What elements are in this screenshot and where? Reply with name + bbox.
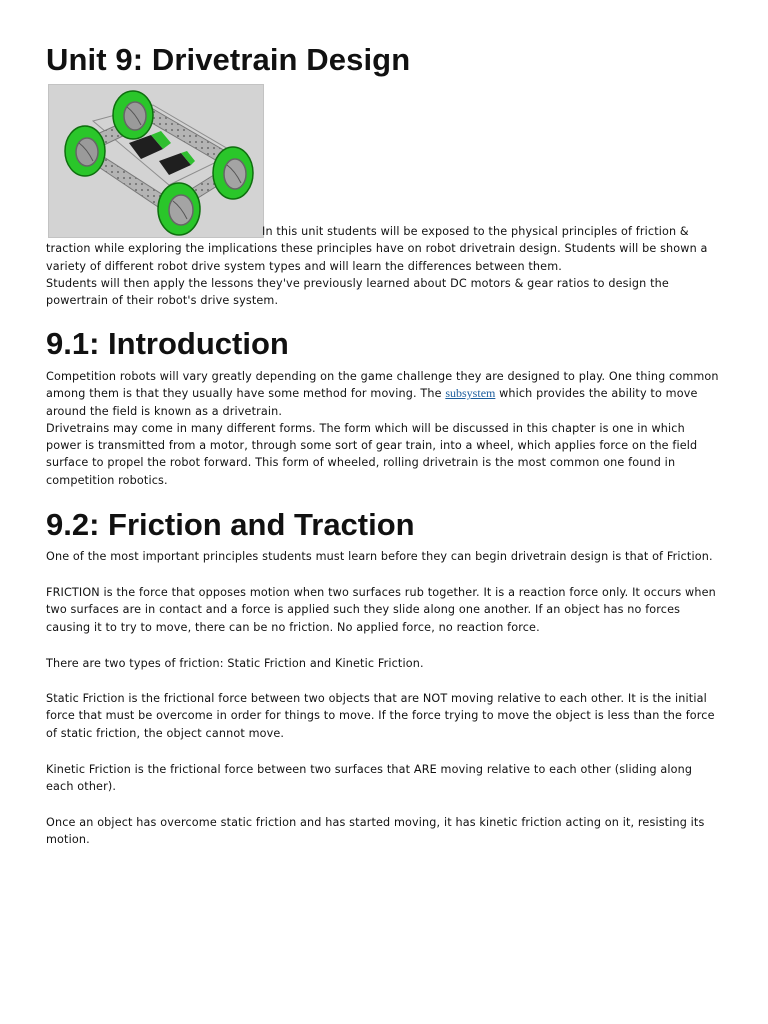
friction-paragraph-5: Kinetic Friction is the frictional force between two surfaces that ARE moving relative to each other (sliding along each other). <box>46 763 693 794</box>
section-heading-introduction: 9.1: Introduction <box>46 326 289 361</box>
introduction-body <box>46 368 722 489</box>
friction-paragraph-1: One of the most important principles students must learn before they can begin drivetrain design is that of Friction. <box>46 550 713 563</box>
intro-line-2: Students will then apply the lessons they've previously learned about DC motors & gear ratios to design the powertrain of their robot's drive system. <box>46 276 669 308</box>
friction-paragraph-6: Once an object has overcome static friction and has started moving, it has kinetic friction acting on it, resisting its motion. <box>46 816 705 847</box>
introduction-paragraph-2: Drivetrains may come in many different forms. The form which will be discussed in this chapter is one in which power is transmitted from a motor, through some sort of gear train, into a wheel, which applies force on the field surface to propel the robot forward. This form of wheeled, rolling drivetrain is the most common one found in competition robotics. <box>46 421 698 487</box>
section-heading-friction: 9.2: Friction and Traction <box>46 507 415 542</box>
intro-lead-line: In this unit students will be exposed to the physical principles of friction & <box>262 225 689 238</box>
introduction-paragraph-1 <box>46 368 722 420</box>
intro-p1-after: which provides the ability to move around the field is known as a drivetrain. <box>46 387 698 418</box>
robot-drivetrain-image <box>48 84 264 238</box>
unit-intro <box>46 223 722 309</box>
robot-drivetrain-icon <box>49 85 263 237</box>
friction-paragraph-2: FRICTION is the force that opposes motion when two surfaces rub together. It is a reaction force only. It occurs when two surfaces are in contact and a force is applied such they slide along one another. If an object has no forces causing it to try to move, there can be no friction. No applied force, no reaction force. <box>46 586 716 634</box>
friction-paragraph-3: There are two types of friction: Static Friction and Kinetic Friction. <box>46 657 424 670</box>
unit-title: Unit 9: Drivetrain Design <box>46 42 411 77</box>
subsystem-link[interactable]: subsystem <box>445 386 496 401</box>
intro-p1-before: Competition robots will vary greatly depending on the game challenge they are designed to play. One thing common among them is that they usually have some method for moving. The <box>46 370 719 401</box>
intro-rest: traction while exploring the implications these principles have on robot drivetrain design. Students will be shown a variety of different robot drive system types and will learn the differences between them. <box>46 242 708 273</box>
friction-paragraph-4: Static Friction is the frictional force between two objects that are NOT moving relative to each other. It is the initial force that must be overcome in order for things to move. If the force trying to move the object is less than the force of static friction, the object cannot move. <box>46 692 715 740</box>
